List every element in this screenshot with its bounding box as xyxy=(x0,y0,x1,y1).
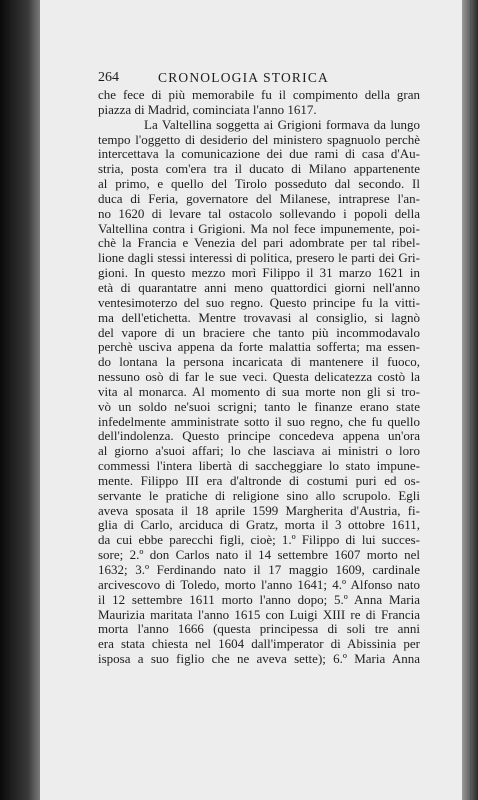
text-line: stria, posta com'era tra il ducato di Milano appartenente xyxy=(98,161,420,177)
text-line: al primo, e quello del Tirolo posseduto dal secondo. Il xyxy=(98,176,420,192)
text-line: La Valtellina soggetta ai Grigioni formava da lungo xyxy=(144,116,420,132)
text-line: che fece di più memorabile fu il compimento della gran xyxy=(98,87,420,102)
page-header xyxy=(98,70,420,88)
text-line: ventesimoterzo del suo regno. Questo principe fu la vitti- xyxy=(98,294,420,310)
text-line: aveva sposata il 18 aprile 1599 Margherita d'Austria, fi- xyxy=(98,502,420,518)
body-text xyxy=(98,88,420,667)
text-line: morta l'anno 1666 (questa principessa di soli tre anni xyxy=(98,621,420,637)
text-line: glia di Carlo, arciduca di Gratz, morta il 3 ottobre 1611, xyxy=(98,517,420,533)
text-line: commessi l'intera libertà di saccheggiare lo stato impune- xyxy=(98,458,420,474)
text-line: sore; 2.º don Carlos nato il 14 settembre 1607 morto nel xyxy=(98,547,420,563)
text-line: del vapore di un braciere che tanto più incommodavalo xyxy=(98,324,420,340)
text-line: vita al monarca. Al momento di sua morte non gli si tro- xyxy=(98,383,420,399)
page-edge-line xyxy=(470,0,472,800)
text-line: perchè usciva appena da forte malattia sofferta; ma essen- xyxy=(98,339,420,355)
text-line: no 1620 di levare tal ostacolo sollevando i popoli della xyxy=(98,205,420,221)
text-line: ma dell'etichetta. Mentre trovavasi al consiglio, si lagnò xyxy=(98,309,420,325)
text-line: dell'indolenza. Questo principe concedeva appena un'ora xyxy=(98,428,420,444)
text-line: 1632; 3.º Ferdinando nato il 17 maggio 1609, cardinale xyxy=(98,562,420,577)
page-number: 264 xyxy=(98,70,119,85)
text-line: piazza di Madrid, cominciata l'anno 1617. xyxy=(98,101,317,117)
text-line: vò un soldo ne'suoi scrigni; tanto le finanze erano state xyxy=(98,398,420,414)
text-line: Maurizia maritata l'anno 1615 con Luigi XIII re di Francia xyxy=(98,606,420,622)
text-line: do lontana la persona incaricata di mantenere il fuoco, xyxy=(98,354,420,370)
text-line: servante le pratiche di religione sino allo scrupolo. Egli xyxy=(98,487,420,503)
text-line: arcivescovo di Toledo, morto l'anno 1641; 4.º Alfonso nato xyxy=(98,576,420,592)
text-line: isposa a suo figlio che ne aveva sette); 6.º Maria Anna xyxy=(98,651,420,667)
text-line: Valtellina contra i Grigioni. Ma nol fece impunemente, poi- xyxy=(98,220,420,236)
text-line: il 12 settembre 1611 morto l'anno dopo; 5.º Anna Maria xyxy=(98,591,420,607)
text-line: chè la Francia e Venezia del pari adombrate per tal ribel- xyxy=(98,235,420,251)
text-line: età di quarantatre anni meno quattordici giorni nell'anno xyxy=(98,279,420,295)
text-line: duca di Feria, governatore del Milanese, intraprese l'an- xyxy=(98,190,420,206)
text-line: infedelmente amministrate sotto il suo regno, che fu quello xyxy=(98,413,420,429)
text-line: lione dagli stessi interessi di politica, presero le parti dei Gri- xyxy=(98,250,420,266)
text-line: tempo l'oggetto di desiderio del ministero spagnuolo perchè xyxy=(98,131,420,147)
text-line: gioni. In questo mezzo morì Filippo il 31 marzo 1621 in xyxy=(98,265,420,281)
text-line: nessuno osò di far le sue veci. Questa delicatezza costò la xyxy=(98,369,420,385)
text-line: da cui ebbe parecchi figli, cioè; 1.º Filippo di lui succes- xyxy=(98,532,420,548)
text-line: intercettava la comunicazione dei due rami di casa d'Au- xyxy=(98,146,420,162)
running-title: CRONOLOGIA STORICA xyxy=(158,70,329,85)
text-line: era stata chiesta nel 1604 dall'imperator di Abissinia per xyxy=(98,636,420,652)
text-line: mente. Filippo III era d'altronde di costumi puri ed os- xyxy=(98,472,420,488)
book-binding-shadow xyxy=(0,0,40,800)
text-line: al giorno a'suoi affari; lo che lasciava ai ministri o loro xyxy=(98,443,420,459)
